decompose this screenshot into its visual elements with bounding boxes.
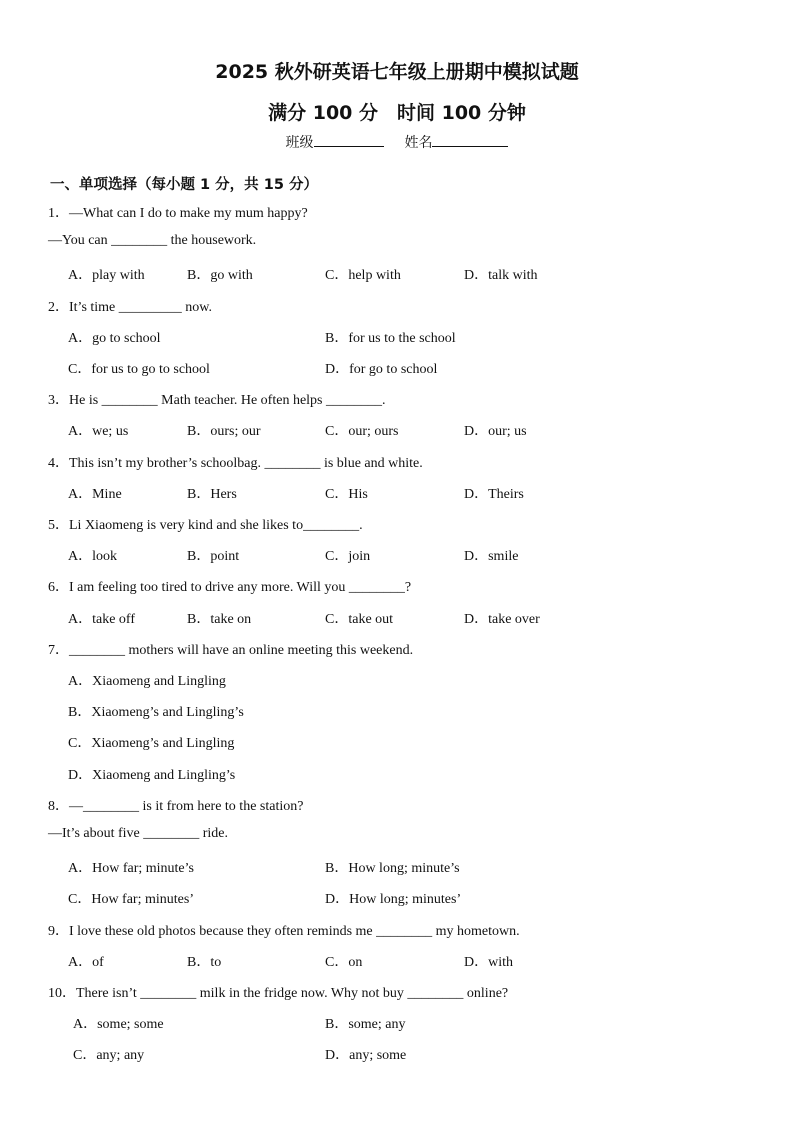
section-heading: 一、单项选择（每小题 1 分，共 15 分） bbox=[50, 177, 318, 193]
option-a[interactable]: A．of bbox=[68, 955, 104, 970]
name-field[interactable] bbox=[432, 132, 508, 147]
option-b[interactable]: B．Hers bbox=[187, 487, 237, 502]
question-stem: 8．—________ is it from here to the station? bbox=[48, 799, 304, 814]
option-a[interactable]: A．Xiaomeng and Lingling bbox=[68, 674, 226, 689]
option-b[interactable]: B．How long; minute’s bbox=[325, 861, 460, 876]
option-d[interactable]: D．Xiaomeng and Lingling’s bbox=[68, 768, 236, 783]
question-stem: 5．Li Xiaomeng is very kind and she likes to________. bbox=[48, 518, 363, 533]
option-b[interactable]: B．to bbox=[187, 955, 222, 970]
question-stem: 4．This isn’t my brother’s schoolbag. ________ is blue and white. bbox=[48, 456, 423, 471]
class-field[interactable] bbox=[314, 132, 384, 147]
name-label: 姓名 bbox=[404, 135, 433, 151]
option-c[interactable]: C．any; any bbox=[73, 1048, 145, 1063]
option-a[interactable]: A．go to school bbox=[68, 331, 161, 346]
option-a[interactable]: A．Mine bbox=[68, 487, 122, 502]
option-a[interactable]: A．we; us bbox=[68, 424, 129, 439]
exam-title: 2025 秋外研英语七年级上册期中模拟试题 bbox=[215, 61, 579, 83]
option-c[interactable]: C．our; ours bbox=[325, 424, 399, 439]
option-d[interactable]: D．take over bbox=[464, 612, 540, 627]
option-c[interactable]: C．on bbox=[325, 955, 363, 970]
question-stem: 9．I love these old photos because they often reminds me ________ my hometown. bbox=[48, 924, 520, 939]
option-b[interactable]: B．for us to the school bbox=[325, 331, 456, 346]
option-a[interactable]: A．some; some bbox=[73, 1017, 164, 1032]
option-b[interactable]: B．go with bbox=[187, 268, 253, 283]
option-c[interactable]: C．His bbox=[325, 487, 368, 502]
option-a[interactable]: A．play with bbox=[68, 268, 145, 283]
option-d[interactable]: D．smile bbox=[464, 549, 519, 564]
option-b[interactable]: B．ours; our bbox=[187, 424, 261, 439]
option-d[interactable]: D．Theirs bbox=[464, 487, 524, 502]
question-stem: 6．I am feeling too tired to drive any more. Will you ________? bbox=[48, 580, 412, 595]
question-stem: 10．There isn’t ________ milk in the fridge now. Why not buy ________ online? bbox=[48, 986, 509, 1001]
option-c[interactable]: C．join bbox=[325, 549, 371, 564]
option-a[interactable]: A．look bbox=[68, 549, 117, 564]
exam-subtitle: 满分 100 分 时间 100 分钟 bbox=[268, 102, 526, 124]
option-a[interactable]: A．How far; minute’s bbox=[68, 861, 194, 876]
question-stem: 1．—What can I do to make my mum happy? bbox=[48, 206, 308, 221]
option-c[interactable]: C．Xiaomeng’s and Lingling bbox=[68, 736, 235, 751]
option-c[interactable]: C．help with bbox=[325, 268, 401, 283]
option-b[interactable]: B．point bbox=[187, 549, 240, 564]
option-b[interactable]: B．Xiaomeng’s and Lingling’s bbox=[68, 705, 244, 720]
option-d[interactable]: D．How long; minutes’ bbox=[325, 892, 462, 907]
class-label: 班级 bbox=[285, 135, 314, 151]
question-stem-line2: —You can ________ the housework. bbox=[48, 233, 257, 248]
option-c[interactable]: C．for us to go to school bbox=[68, 362, 210, 377]
option-c[interactable]: C．take out bbox=[325, 612, 394, 627]
option-b[interactable]: B．take on bbox=[187, 612, 252, 627]
student-info bbox=[0, 132, 794, 152]
option-c[interactable]: C．How far; minutes’ bbox=[68, 892, 194, 907]
option-a[interactable]: A．take off bbox=[68, 612, 135, 627]
option-d[interactable]: D．for go to school bbox=[325, 362, 438, 377]
option-b[interactable]: B．some; any bbox=[325, 1017, 406, 1032]
question-stem: 3．He is ________ Math teacher. He often helps ________. bbox=[48, 393, 386, 408]
option-d[interactable]: D．our; us bbox=[464, 424, 527, 439]
option-d[interactable]: D．any; some bbox=[325, 1048, 407, 1063]
option-d[interactable]: D．talk with bbox=[464, 268, 538, 283]
option-d[interactable]: D．with bbox=[464, 955, 513, 970]
question-stem: 2．It’s time _________ now. bbox=[48, 300, 212, 315]
question-stem-line2: —It’s about five ________ ride. bbox=[48, 826, 229, 841]
question-stem: 7．________ mothers will have an online meeting this weekend. bbox=[48, 643, 414, 658]
